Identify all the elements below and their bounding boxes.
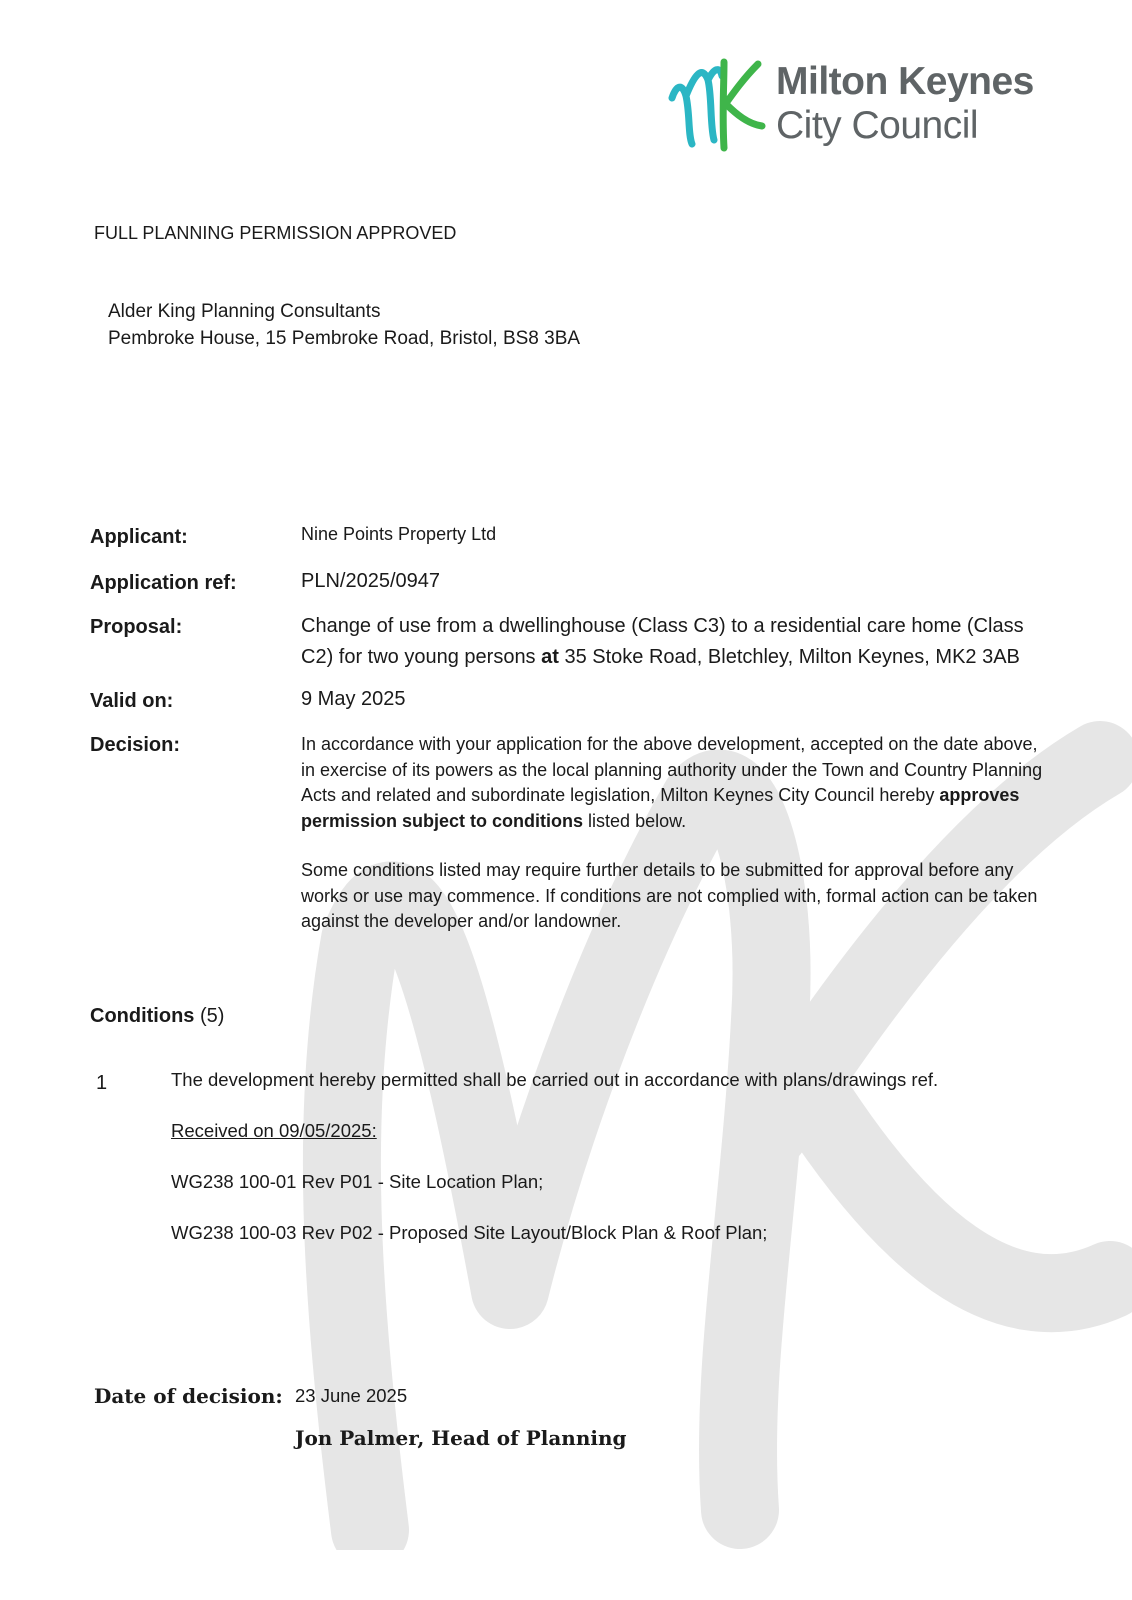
condition-number: 1	[96, 1072, 108, 1094]
valid-on-value: 9 May 2025	[301, 688, 406, 710]
valid-on-label: Valid on:	[90, 690, 174, 712]
date-of-decision-value: 23 June 2025	[295, 1385, 408, 1406]
logo-text-line1: Milton Keynes	[776, 60, 1034, 103]
decision-paragraph-2: Some conditions listed may require further details to be submitted for approval before any works or use may commence. If conditions are not complied with, formal action can be taken against the developer and/or landowner.	[301, 860, 1038, 931]
decision-text-b: listed below.	[583, 810, 687, 831]
conditions-count: (5)	[194, 1005, 225, 1027]
decision-text-a: In accordance with your application for the above development, accepted on the date above, in exercise of its powers as the local planning authority under the Town and Country Planning Acts and related and subordinate legislation, Milton Keynes City Council hereby	[301, 734, 1043, 805]
condition-text: The development hereby permitted shall be carried out in accordance with plans/drawings ref.	[171, 1069, 939, 1090]
proposal-address: 35 Stoke Road, Bletchley, Milton Keynes, MK2 3AB	[558, 646, 1020, 668]
mk-logo-icon	[668, 56, 768, 156]
decision-text-bold: approves permission subject to conditions	[301, 785, 1020, 831]
condition-plan-1: WG238 100-01 Rev P01 - Site Location Plan;	[171, 1171, 544, 1192]
council-logo	[668, 56, 1068, 160]
application-ref-value: PLN/2025/0947	[301, 570, 441, 592]
condition-received-date: Received on 09/05/2025:	[171, 1120, 377, 1141]
conditions-heading-label: Conditions	[90, 1005, 195, 1027]
applicant-label: Applicant:	[90, 526, 188, 548]
proposal-text: Change of use from a dwellinghouse (Class C3) to a residential care home (Class C2) for two young persons	[301, 615, 1024, 668]
recipient-name: Alder King Planning Consultants	[108, 301, 381, 322]
proposal-at: at	[541, 646, 559, 668]
applicant-value: Nine Points Property Ltd	[301, 524, 497, 544]
proposal-label: Proposal:	[90, 616, 183, 638]
application-ref-label: Application ref:	[90, 572, 237, 594]
proposal-value	[301, 611, 1051, 673]
conditions-heading	[90, 1005, 224, 1028]
recipient-address: Pembroke House, 15 Pembroke Road, Bristol, BS8 3BA	[108, 328, 581, 349]
decision-paragraph-1	[301, 732, 1046, 834]
decision-label: Decision:	[90, 734, 181, 756]
signatory: Jon Palmer, Head of Planning	[295, 1426, 627, 1450]
document-heading: FULL PLANNING PERMISSION APPROVED	[94, 223, 457, 243]
logo-text-line2: City Council	[776, 104, 979, 147]
date-of-decision-label: Date of decision:	[94, 1384, 283, 1408]
condition-plan-2: WG238 100-03 Rev P02 - Proposed Site Layout/Block Plan & Roof Plan;	[171, 1222, 768, 1243]
